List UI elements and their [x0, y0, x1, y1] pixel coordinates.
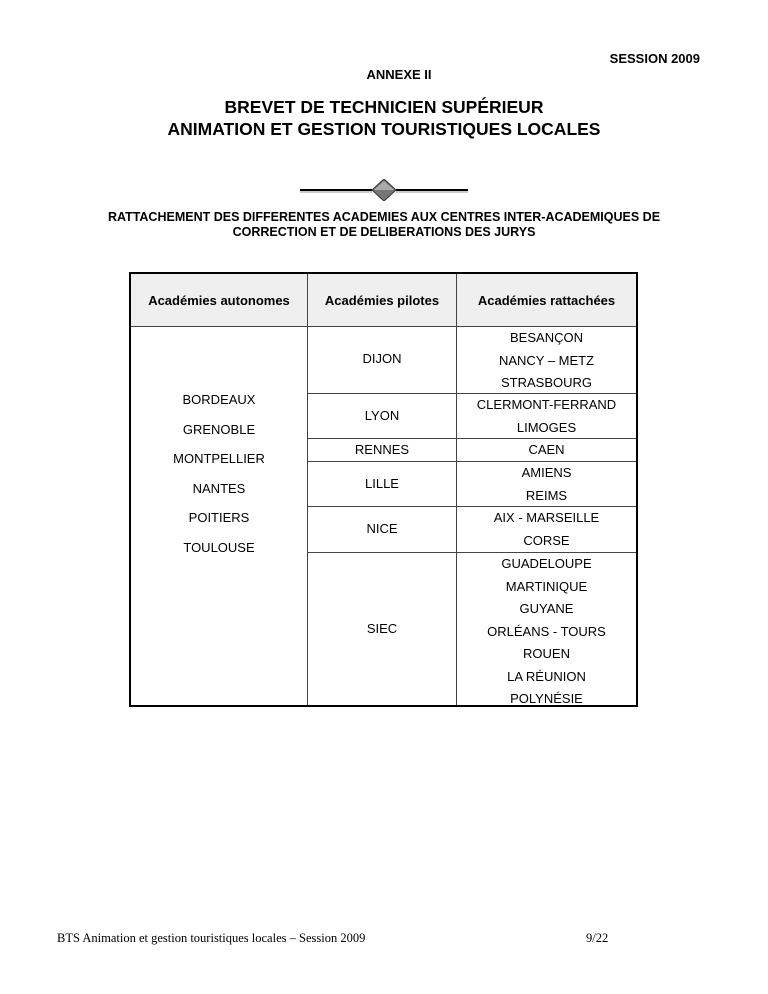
column-header-pilotes: Académies pilotes [324, 292, 440, 308]
divider-ornament [300, 179, 468, 201]
list-item: GRENOBLE [182, 421, 256, 437]
rattachees-cell [457, 507, 636, 552]
pilote-cell: NICE [366, 521, 398, 536]
rattachees-cell [457, 327, 636, 395]
list-item: LA RÉUNION [507, 668, 586, 684]
footer-text: BTS Animation et gestion touristiques locales – Session 2009 [57, 931, 366, 945]
title-line-1: BREVET DE TECHNICIEN SUPÉRIEUR [224, 97, 544, 117]
list-item: MONTPELLIER [173, 451, 265, 467]
list-item: CAEN [528, 442, 565, 457]
list-item: NANTES [192, 480, 246, 496]
column-header-autonomes: Académies autonomes [148, 292, 290, 308]
list-item: ROUEN [523, 646, 570, 661]
subtitle-line-2: CORRECTION ET DE DELIBERATIONS DES JURYS [232, 225, 536, 239]
pilote-cell: LILLE [365, 476, 399, 491]
page-title [0, 96, 768, 140]
list-item: BESANÇON [510, 330, 583, 345]
list-item: POITIERS [188, 510, 250, 526]
list-item: GUYANE [519, 601, 574, 616]
list-item: ORLÉANS - TOURS [487, 623, 606, 639]
annexe-label: ANNEXE II [366, 67, 432, 82]
page-number: 9/22 [586, 931, 609, 945]
list-item: STRASBOURG [500, 375, 592, 390]
list-item: NANCY – METZ [498, 352, 595, 368]
rattachees-cell [457, 553, 636, 711]
title-line-2: ANIMATION ET GESTION TOURISTIQUES LOCALES [167, 119, 601, 139]
pilote-cell: SIEC [366, 621, 398, 636]
list-item: REIMS [525, 487, 568, 503]
column-header-rattachees: Académies rattachées [477, 292, 616, 308]
list-item: LIMOGES [516, 419, 577, 435]
academies-table [129, 272, 638, 707]
session-label: SESSION 2009 [609, 51, 700, 66]
subtitle-line-1: RATTACHEMENT DES DIFFERENTES ACADEMIES AUX CENTRES INTER-ACADEMIQUES DE [107, 210, 661, 224]
pilote-cell: RENNES [354, 442, 410, 457]
list-item: MARTINIQUE [505, 578, 588, 594]
table-subtitle [40, 210, 728, 240]
list-item: BORDEAUX [182, 392, 256, 407]
pilote-cell: DIJON [362, 351, 402, 366]
rattachees-cell [457, 394, 636, 439]
rattachees-cell [457, 462, 636, 507]
pilote-cell: LYON [364, 408, 400, 423]
list-item: GUADELOUPE [501, 556, 592, 571]
list-item: AIX - MARSEILLE [493, 510, 600, 525]
list-item: TOULOUSE [183, 539, 255, 555]
list-item: POLYNÉSIE [510, 691, 583, 706]
autonomes-list [131, 385, 307, 563]
rattachees-cell [457, 439, 636, 462]
list-item: CLERMONT-FERRAND [476, 397, 617, 412]
list-item: CORSE [523, 532, 570, 548]
list-item: AMIENS [521, 465, 572, 480]
